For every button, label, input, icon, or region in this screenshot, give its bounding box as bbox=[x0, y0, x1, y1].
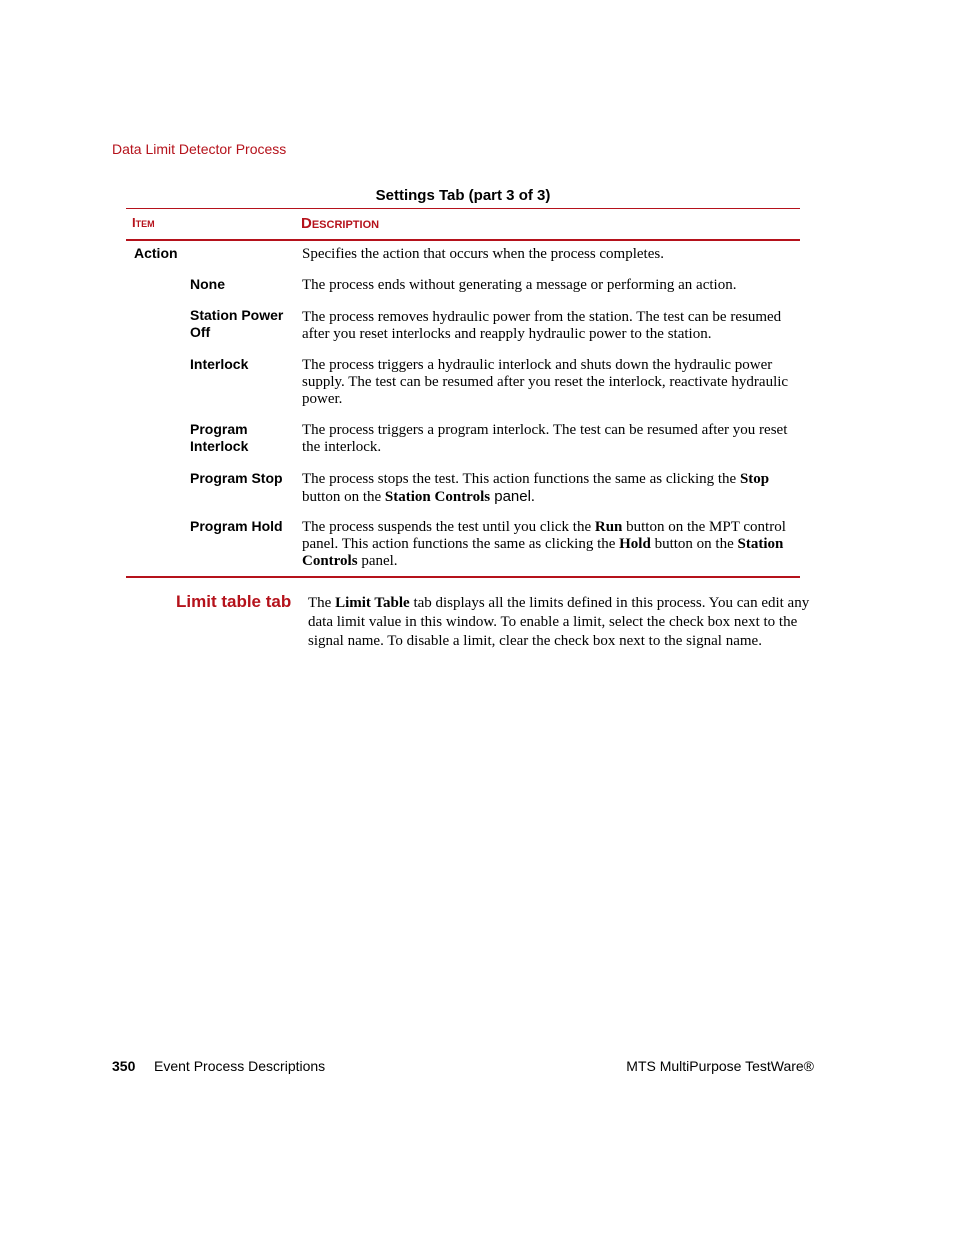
table-caption: Settings Tab (part 3 of 3) bbox=[375, 187, 551, 204]
column-header-item: Item bbox=[132, 215, 155, 230]
description-program-hold: The process suspends the test until you click the Run button on the MPT control panel. This action functions the same as clicking the Hold button on the Station Controls panel. bbox=[302, 519, 786, 569]
term-interlock: Interlock bbox=[190, 356, 249, 372]
description-interlock: The process triggers a hydraulic interlock and shuts down the hydraulic power supply. The test can be resumed after you reset the interlock, reactivate hydraulic power. bbox=[302, 357, 789, 407]
table-bottom-rule bbox=[126, 576, 800, 578]
term-station-power-off: Station Power Off bbox=[190, 307, 284, 340]
table-header-rule bbox=[126, 239, 800, 241]
table-top-rule bbox=[126, 208, 800, 209]
term-none: None bbox=[190, 276, 225, 292]
section-heading: Limit table tab bbox=[176, 592, 292, 611]
term-program-stop: Program Stop bbox=[190, 470, 283, 486]
description-program-stop: The process stops the test. This action functions the same as clicking the Stop button on the Station Controls panel. bbox=[302, 471, 770, 505]
breadcrumb: Data Limit Detector Process bbox=[112, 141, 287, 157]
section-body: The Limit Table tab displays all the limits defined in this process. You can edit any data limit value in this window. To enable a limit, select the check box next to the signal name. To disable a limit, clear the check box next to the signal name. bbox=[308, 595, 810, 649]
description-action: Specifies the action that occurs when the process completes. bbox=[302, 246, 664, 262]
term-program-hold: Program Hold bbox=[190, 518, 283, 534]
description-station-power-off: The process removes hydraulic power from the station. The test can be resumed after you reset interlocks and reapply hydraulic power to the station. bbox=[302, 309, 782, 342]
page-number: 350 bbox=[112, 1058, 136, 1074]
term-program-interlock: Program Interlock bbox=[190, 421, 249, 454]
description-program-interlock: The process triggers a program interlock. The test can be resumed after you reset the interlock. bbox=[302, 422, 788, 455]
term-action: Action bbox=[134, 245, 178, 261]
description-none: The process ends without generating a message or performing an action. bbox=[302, 277, 737, 293]
column-header-description: Description bbox=[301, 215, 380, 232]
footer-product-name: MTS MultiPurpose TestWare® bbox=[626, 1058, 814, 1074]
footer-chapter-title: Event Process Descriptions bbox=[154, 1058, 326, 1074]
